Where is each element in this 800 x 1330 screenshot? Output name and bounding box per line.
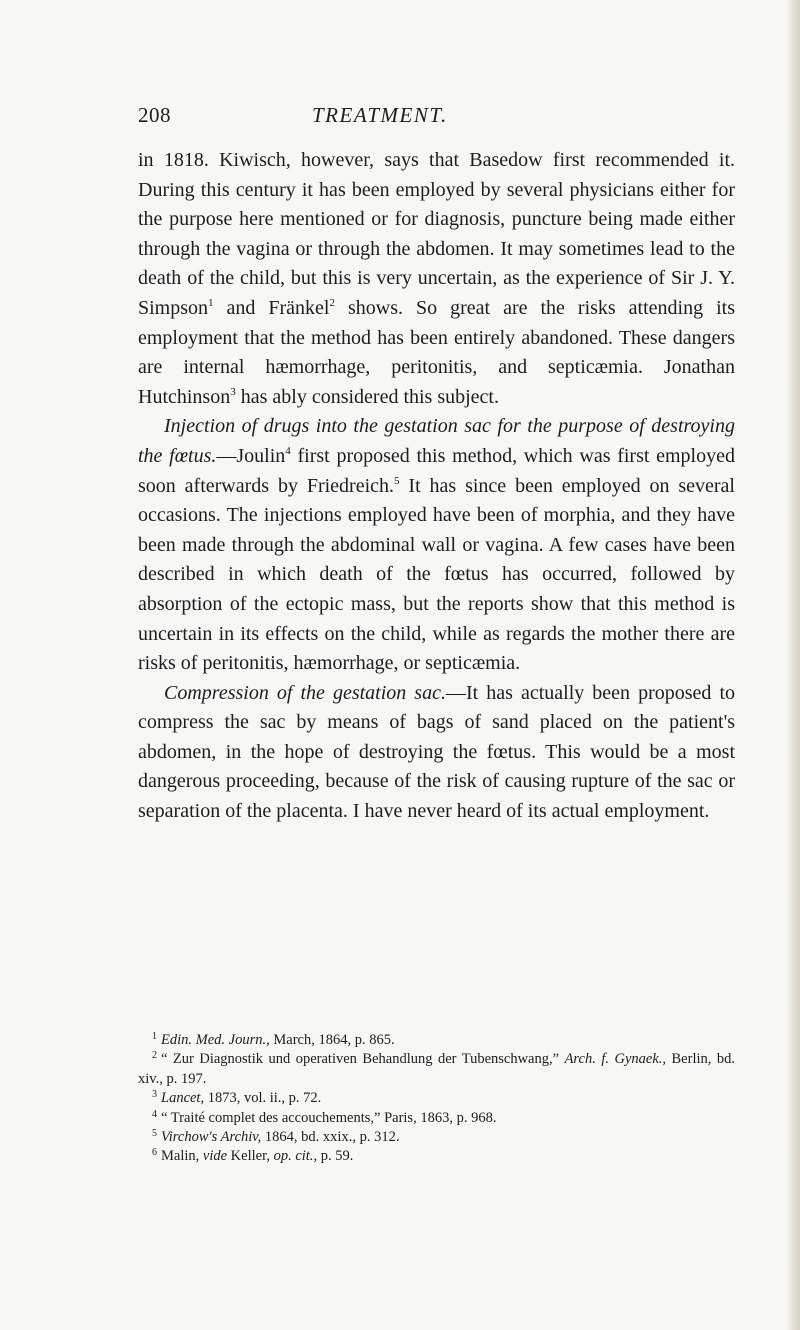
footnote-4 [138, 1109, 735, 1128]
paragraph-3 [138, 679, 735, 827]
text-run: shows. So great are the risks attending its employment that the method has been entirely abandoned. These dangers are internal hæmorrhage, peritonitis, and septicæmia. Jonathan Hutchinson [138, 296, 735, 408]
footnote-3 [138, 1089, 735, 1108]
footnote-ref-2: 2 [329, 296, 335, 309]
footnote-mark: 5 [152, 1128, 157, 1140]
body-text [138, 146, 735, 827]
footnote-source: Edin. Med. Journ., [161, 1032, 270, 1048]
paragraph-2 [138, 412, 735, 678]
page-number: 208 [138, 103, 171, 127]
footnotes [138, 1031, 735, 1167]
footnote-text: p. 59. [317, 1148, 354, 1165]
footnote-text: 1873, vol. ii., p. 72. [204, 1090, 322, 1107]
footnote-source: Virchow's Archiv, [161, 1129, 262, 1146]
footnote-text: “ Zur Diagnostik und operativen Behandlung der Tubenschwang,” [161, 1051, 565, 1068]
footnote-1 [138, 1031, 735, 1050]
running-head: TREATMENT. [312, 103, 448, 127]
footnote-text: Malin, [161, 1148, 203, 1165]
footnote-mark: 2 [152, 1050, 157, 1062]
section-heading-injection: Injection of drugs into the gestation sac for the purpose of destroying the fœtus. [138, 415, 735, 467]
footnote-ref-5: 5 [394, 474, 400, 487]
footnote-source: op. cit., [273, 1148, 318, 1165]
footnote-6 [138, 1147, 735, 1166]
text-run: and Fränkel [213, 296, 330, 319]
footnote-text: Keller, [227, 1148, 274, 1165]
footnote-5 [138, 1128, 735, 1147]
footnote-mark: 4 [152, 1108, 157, 1120]
footnote-text: 1864, bd. xxix., p. 312. [261, 1129, 400, 1146]
footnote-mark: 6 [152, 1147, 157, 1159]
page-edge-shadow [786, 0, 800, 1330]
text-run: It has since been employed on several occasions. The injections employed have been of morphia, and they have been made through the abdominal wall or vagina. A few cases have been described in which death of the fœtus has occurred, followed by absorption of the ectopic mass, but the reports show that this method is uncertain in its effects on the child, while as regards the mother there are risks of peritonitis, hæmorrhage, or septicæmia. [138, 474, 735, 675]
section-heading-compression: Compression of the gestation sac. [164, 681, 446, 704]
footnote-source: vide [202, 1148, 228, 1165]
page-header [0, 103, 800, 131]
text-run: in 1818. Kiwisch, however, says that Basedow first recommended it. During this century it has been employed by several physicians either for the purpose here mentioned or for diagnosis, puncture being made either through the vagina or through the abdomen. It may sometimes lead to the death of the child, but this is very uncertain, as the experience of Sir J. Y. Simpson [138, 149, 735, 319]
footnote-source: Arch. f. Gynaek., [564, 1051, 667, 1068]
text-run: —It has actually been proposed to compress the sac by means of bags of sand placed on the patient's abdomen, in the hope of destroying the fœtus. This would be a most dangerous proceeding, because of the risk of causing rupture of the sac or separation of the placenta. I have never heard of its actual employment. [138, 681, 736, 823]
footnote-ref-4: 4 [285, 444, 291, 457]
footnote-text: Berlin, bd. xiv., p. 197. [138, 1051, 735, 1087]
footnote-source: Lancet, [161, 1090, 205, 1107]
footnote-mark: 3 [152, 1089, 157, 1101]
footnote-text: “ Traité complet des accouchements,” Paris, 1863, p. 968. [161, 1109, 497, 1126]
footnote-ref-1: 1 [208, 296, 214, 309]
footnote-ref-3: 3 [230, 385, 236, 398]
text-run: first proposed this method, which was first employed soon afterwards by Friedreich. [138, 444, 735, 497]
text-run: —Joulin [216, 444, 286, 467]
text-run: has ably considered this subject. [235, 385, 499, 408]
footnote-2 [138, 1050, 735, 1089]
footnote-text: March, 1864, p. 865. [269, 1032, 395, 1048]
footnote-mark: 1 [152, 1031, 157, 1042]
paragraph-1 [138, 146, 735, 412]
